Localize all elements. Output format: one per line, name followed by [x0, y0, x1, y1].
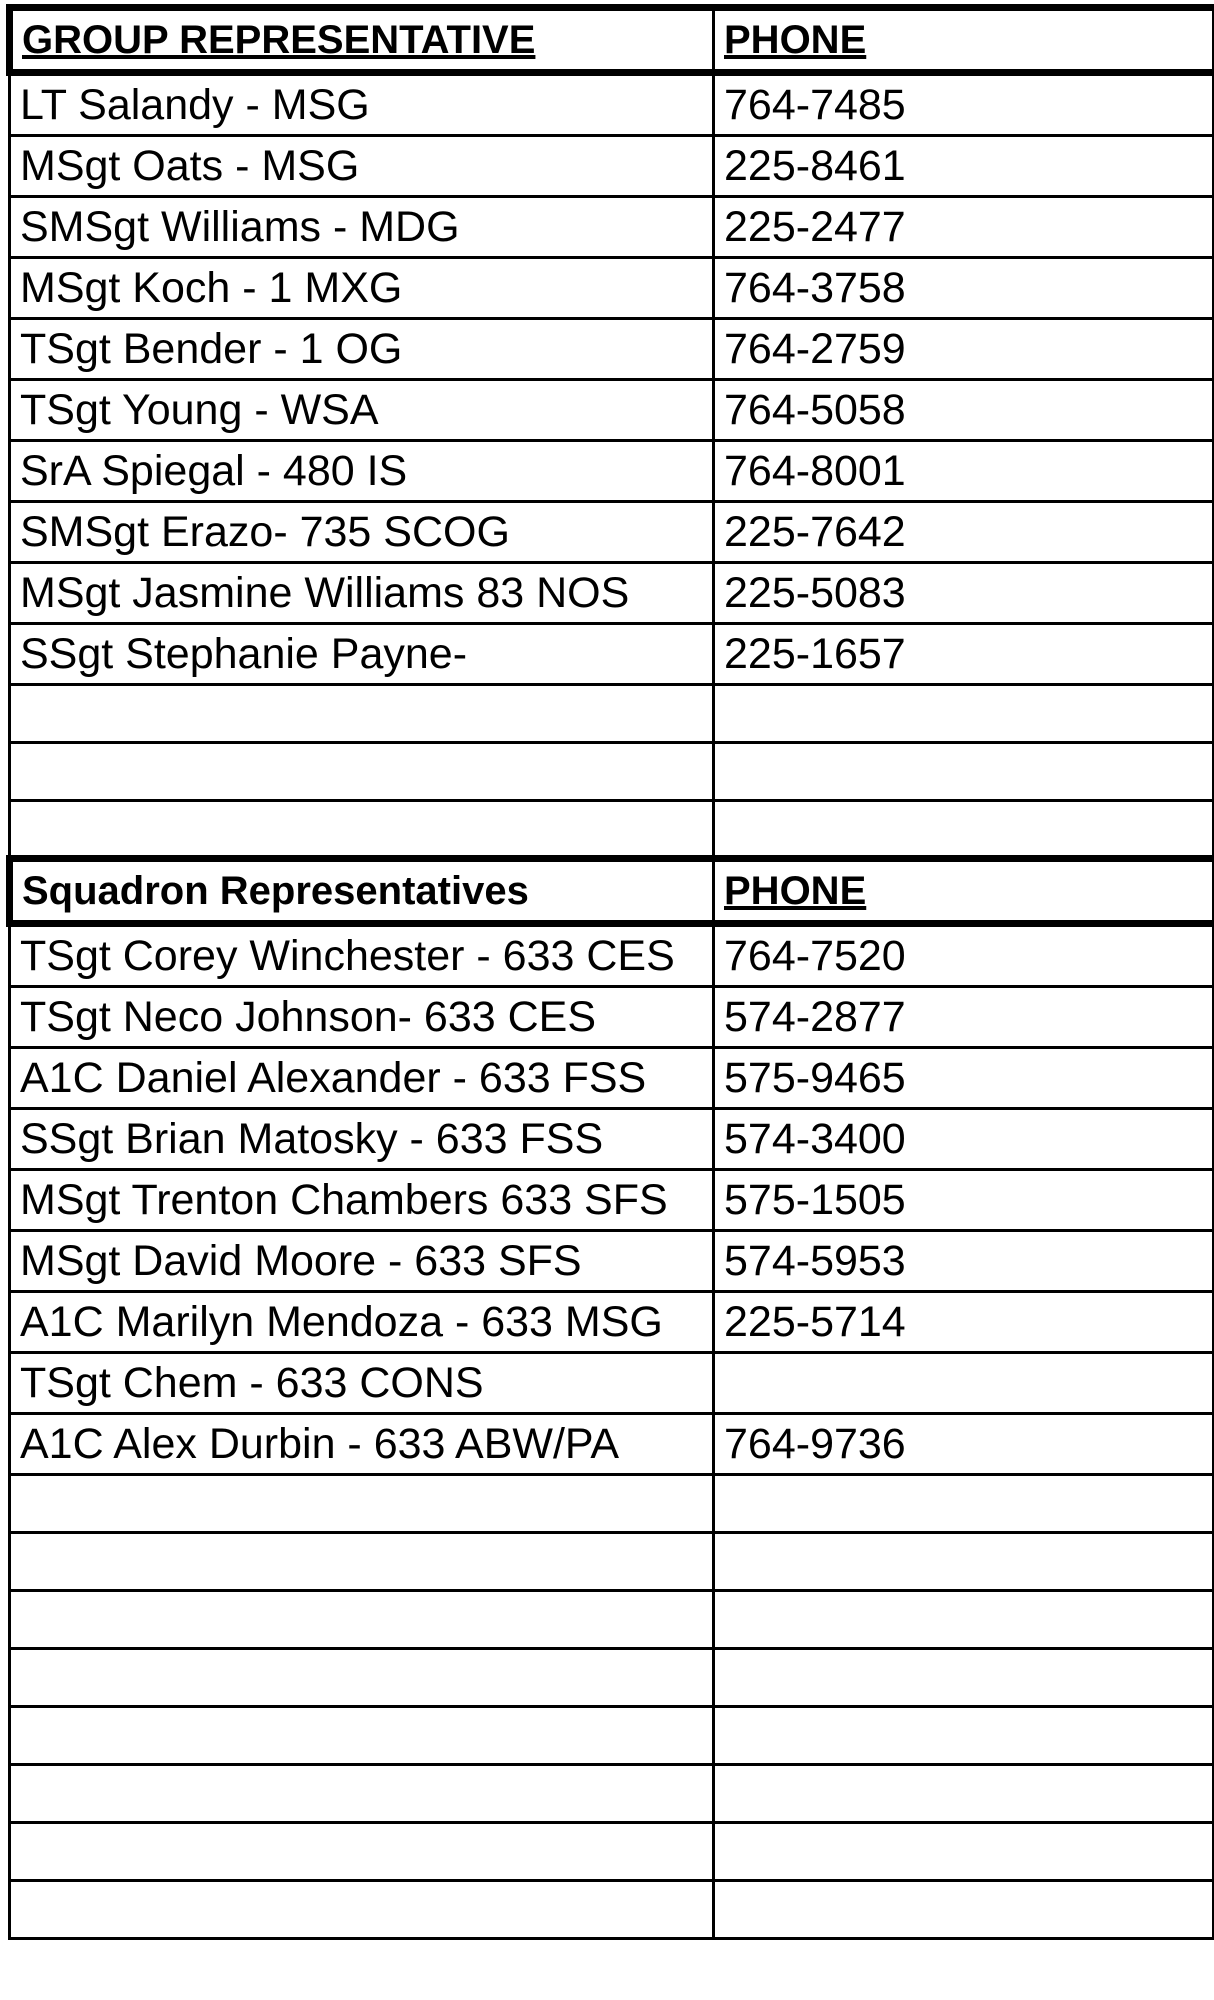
group-name-cell: TSgt Young - WSA	[10, 380, 714, 441]
group-phone-cell	[714, 743, 1214, 801]
group-representative-header: GROUP REPRESENTATIVE	[10, 8, 714, 73]
group-name-cell	[10, 743, 714, 801]
group-phone-cell	[714, 685, 1214, 743]
squadron-row	[10, 1231, 1214, 1292]
squadron-row	[10, 1109, 1214, 1170]
group-name-cell: TSgt Bender - 1 OG	[10, 319, 714, 380]
squadron-name-cell: A1C Alex Durbin - 633 ABW/PA	[10, 1414, 714, 1475]
squadron-representatives-header: Squadron Representatives	[10, 859, 714, 924]
group-phone-cell	[714, 801, 1214, 859]
group-name-cell: MSgt Koch - 1 MXG	[10, 258, 714, 319]
squadron-phone-cell: 225-5714	[714, 1292, 1214, 1353]
squadron-phone-cell: 575-9465	[714, 1048, 1214, 1109]
squadron-name-cell: A1C Daniel Alexander - 633 FSS	[10, 1048, 714, 1109]
squadron-name-cell	[10, 1707, 714, 1765]
squadron-phone-cell	[714, 1649, 1214, 1707]
squadron-phone-cell: 764-7520	[714, 924, 1214, 987]
representatives-table	[6, 4, 1214, 1940]
squadron-phone-cell	[714, 1533, 1214, 1591]
squadron-name-cell: MSgt Trenton Chambers 633 SFS	[10, 1170, 714, 1231]
group-name-cell: MSgt Oats - MSG	[10, 136, 714, 197]
squadron-name-cell	[10, 1591, 714, 1649]
squadron-phone-cell	[714, 1591, 1214, 1649]
group-phone-cell: 225-8461	[714, 136, 1214, 197]
squadron-name-cell: TSgt Neco Johnson- 633 CES	[10, 987, 714, 1048]
group-name-cell: SSgt Stephanie Payne-	[10, 624, 714, 685]
squadron-row	[10, 1170, 1214, 1231]
squadron-name-cell: TSgt Corey Winchester - 633 CES	[10, 924, 714, 987]
group-phone-cell: 764-3758	[714, 258, 1214, 319]
squadron-row	[10, 1475, 1214, 1533]
squadron-phone-cell: 575-1505	[714, 1170, 1214, 1231]
squadron-phone-cell	[714, 1475, 1214, 1533]
group-row	[10, 685, 1214, 743]
group-row	[10, 73, 1214, 136]
group-phone-header: PHONE	[714, 8, 1214, 73]
group-name-cell: SMSgt Williams - MDG	[10, 197, 714, 258]
group-row	[10, 319, 1214, 380]
group-phone-cell: 764-7485	[714, 73, 1214, 136]
squadron-name-cell: A1C Marilyn Mendoza - 633 MSG	[10, 1292, 714, 1353]
squadron-phone-cell	[714, 1707, 1214, 1765]
squadron-phone-cell	[714, 1823, 1214, 1881]
group-row	[10, 136, 1214, 197]
squadron-row	[10, 1881, 1214, 1939]
squadron-row	[10, 924, 1214, 987]
squadron-row	[10, 1707, 1214, 1765]
group-phone-cell: 225-7642	[714, 502, 1214, 563]
squadron-name-cell	[10, 1533, 714, 1591]
squadron-row	[10, 1533, 1214, 1591]
representatives-sheet	[6, 4, 1210, 1940]
group-header-row	[10, 8, 1214, 73]
group-name-cell: SrA Spiegal - 480 IS	[10, 441, 714, 502]
squadron-row	[10, 987, 1214, 1048]
group-phone-cell: 764-5058	[714, 380, 1214, 441]
group-phone-cell: 225-1657	[714, 624, 1214, 685]
squadron-row	[10, 1353, 1214, 1414]
squadron-phone-cell	[714, 1881, 1214, 1939]
squadron-name-cell: MSgt David Moore - 633 SFS	[10, 1231, 714, 1292]
group-row	[10, 624, 1214, 685]
group-name-cell: LT Salandy - MSG	[10, 73, 714, 136]
squadron-name-cell	[10, 1475, 714, 1533]
squadron-phone-cell: 574-2877	[714, 987, 1214, 1048]
squadron-row	[10, 1414, 1214, 1475]
squadron-name-cell	[10, 1823, 714, 1881]
squadron-row	[10, 1292, 1214, 1353]
group-row	[10, 563, 1214, 624]
group-row	[10, 801, 1214, 859]
group-phone-cell: 764-8001	[714, 441, 1214, 502]
squadron-row	[10, 1765, 1214, 1823]
squadron-phone-cell: 574-3400	[714, 1109, 1214, 1170]
squadron-name-cell: TSgt Chem - 633 CONS	[10, 1353, 714, 1414]
squadron-phone-header: PHONE	[714, 859, 1214, 924]
group-row	[10, 502, 1214, 563]
squadron-name-cell	[10, 1765, 714, 1823]
squadron-row	[10, 1823, 1214, 1881]
squadron-phone-cell	[714, 1353, 1214, 1414]
group-name-cell: SMSgt Erazo- 735 SCOG	[10, 502, 714, 563]
group-row	[10, 258, 1214, 319]
group-row	[10, 441, 1214, 502]
group-phone-cell: 225-5083	[714, 563, 1214, 624]
squadron-header-row	[10, 859, 1214, 924]
squadron-row	[10, 1048, 1214, 1109]
squadron-row	[10, 1649, 1214, 1707]
group-phone-cell: 764-2759	[714, 319, 1214, 380]
squadron-name-cell: SSgt Brian Matosky - 633 FSS	[10, 1109, 714, 1170]
group-name-cell	[10, 801, 714, 859]
group-phone-cell: 225-2477	[714, 197, 1214, 258]
group-row	[10, 197, 1214, 258]
group-row	[10, 743, 1214, 801]
group-name-cell	[10, 685, 714, 743]
group-row	[10, 380, 1214, 441]
squadron-name-cell	[10, 1649, 714, 1707]
squadron-phone-cell: 764-9736	[714, 1414, 1214, 1475]
squadron-name-cell	[10, 1881, 714, 1939]
squadron-phone-cell	[714, 1765, 1214, 1823]
squadron-row	[10, 1591, 1214, 1649]
squadron-phone-cell: 574-5953	[714, 1231, 1214, 1292]
group-name-cell: MSgt Jasmine Williams 83 NOS	[10, 563, 714, 624]
